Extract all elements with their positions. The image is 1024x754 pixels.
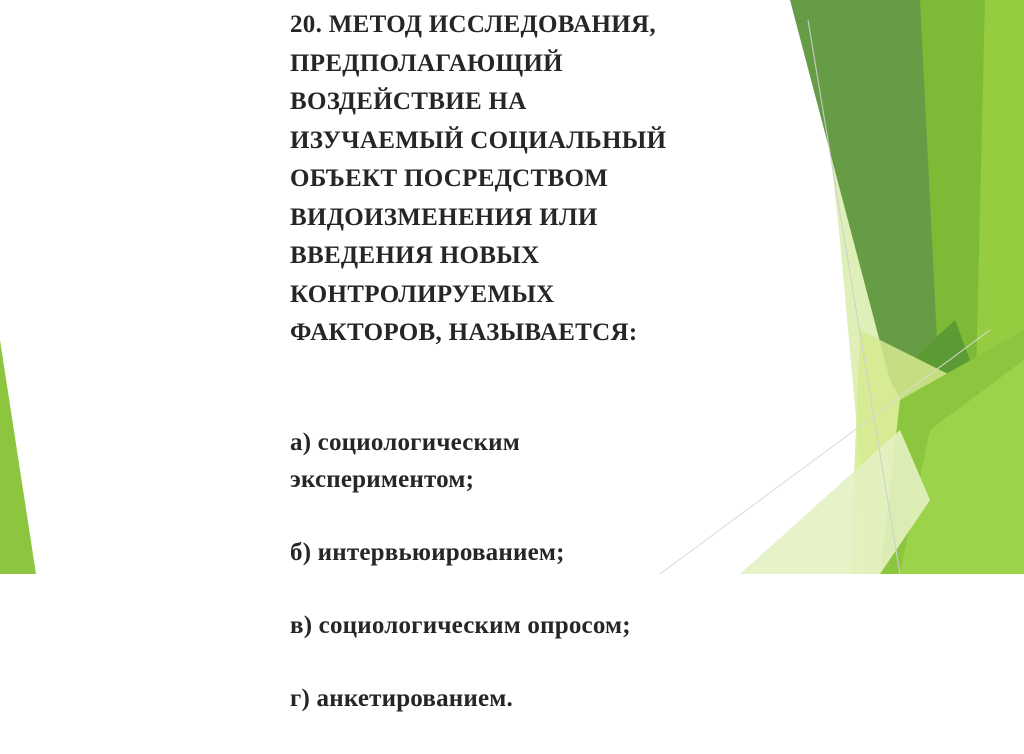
answer-options: [290, 389, 810, 754]
answer-option-a: а) социологическим экспериментом;: [290, 429, 520, 493]
answer-option-b: б) интервьюированием;: [290, 538, 565, 566]
left-edge-facet: [0, 340, 36, 574]
question-heading: 20. МЕТОД ИССЛЕДОВАНИЯ, ПРЕДПОЛАГАЮЩИЙ ВОЗДЕЙСТВИЕ НА ИЗУЧАЕМЫЙ СОЦИАЛЬНЫЙ ОБЪЕКТ ПОСРЕДСТВОМ ВИДОИЗМЕНЕНИЯ ИЛИ ВВЕДЕНИЯ НОВЫХ КОНТРОЛИРУЕМЫХ ФАКТОРОВ, НАЗЫВАЕТСЯ:: [290, 11, 667, 346]
answer-option-c: в) социологическим опросом;: [290, 611, 631, 639]
slide-text: [290, 6, 810, 754]
answer-option-d: г) анкетированием.: [290, 684, 513, 712]
